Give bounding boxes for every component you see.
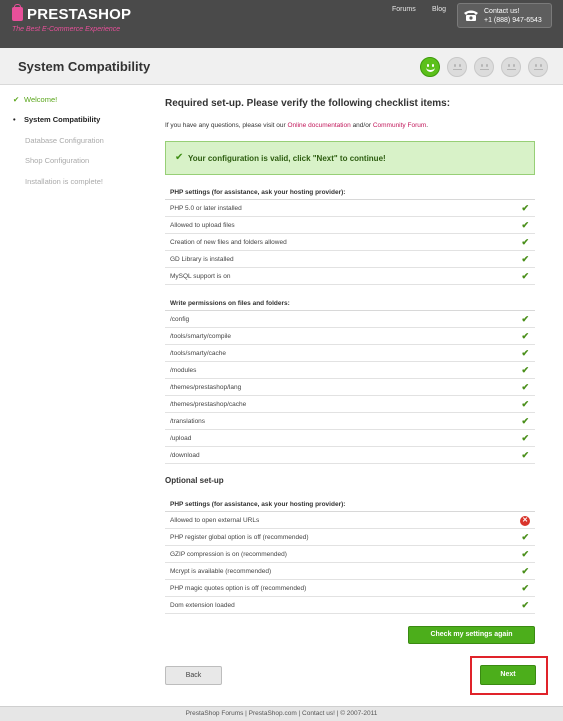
checklist-label: /themes/prestashop/cache <box>170 401 247 408</box>
checklist-row <box>165 396 535 413</box>
online-documentation-link[interactable]: Online documentation <box>287 122 351 129</box>
checklist-row <box>165 580 535 597</box>
next-button[interactable]: Next <box>480 665 536 685</box>
nav-blog-link[interactable]: Blog <box>432 6 447 13</box>
checkmark-icon: ✔ <box>521 271 529 281</box>
community-forum-link[interactable]: Community Forum <box>372 122 427 129</box>
php-settings-checklist <box>165 186 535 285</box>
contact-box[interactable] <box>457 3 552 28</box>
checklist-row <box>165 512 535 529</box>
checkmark-icon: ✔ <box>521 348 529 358</box>
checklist-label: GD Library is installed <box>170 256 234 263</box>
checklist-label: /modules <box>170 367 197 374</box>
logo-text: PRESTASHOP <box>27 6 132 23</box>
optional-php-heading: PHP settings (for assistance, ask your hosting provider): <box>165 498 535 512</box>
prestashop-logo[interactable] <box>12 6 132 40</box>
checklist-label: /config <box>170 316 190 323</box>
checkmark-icon: ✔ <box>521 237 529 247</box>
checkmark-icon: ✔ <box>521 220 529 230</box>
checkmark-icon: ✔ <box>521 314 529 324</box>
smiley-face-icon-active <box>420 57 440 77</box>
checkmark-icon: ✔ <box>521 416 529 426</box>
intro-text <box>165 122 428 129</box>
intro-mid: and/or <box>352 122 371 129</box>
checkmark-icon: ✔ <box>521 450 529 460</box>
checkmark-icon: ✔ <box>521 600 529 610</box>
neutral-face-icon <box>447 57 467 77</box>
footer-links[interactable]: PrestaShop Forums | PrestaShop.com | Contact us! | © 2007-2011 <box>185 710 378 717</box>
checklist-row <box>165 563 535 580</box>
checkmark-icon: ✔ <box>521 254 529 264</box>
checkmark-icon: ✔ <box>13 95 20 104</box>
checklist-row <box>165 311 535 328</box>
error-cross-icon: ✕ <box>520 516 530 526</box>
checklist-label: /themes/prestashop/lang <box>170 384 242 391</box>
write-permissions-checklist <box>165 297 535 464</box>
checklist-label: PHP magic quotes option is off (recommended) <box>170 585 307 592</box>
checklist-label: /tools/smarty/cache <box>170 350 226 357</box>
checklist-row <box>165 345 535 362</box>
checklist-label: PHP register global option is off (recommended) <box>170 534 309 541</box>
checklist-row <box>165 217 535 234</box>
checklist-row <box>165 447 535 464</box>
checklist-label: /translations <box>170 418 206 425</box>
checklist-row <box>165 379 535 396</box>
title-bar <box>0 48 563 85</box>
checklist-label: Mcrypt is available (recommended) <box>170 568 272 575</box>
shopping-bag-icon <box>12 7 23 21</box>
neutral-face-icon <box>474 57 494 77</box>
write-permissions-heading: Write permissions on files and folders: <box>165 297 535 311</box>
checklist-label: PHP 5.0 or later installed <box>170 205 242 212</box>
step-system-compatibility <box>13 115 100 124</box>
checkmark-icon: ✔ <box>521 433 529 443</box>
step-database-configuration: Database Configuration <box>25 136 104 145</box>
checkmark-icon: ✔ <box>521 382 529 392</box>
install-steps-sidebar <box>0 86 148 706</box>
checkmark-icon: ✔ <box>175 152 184 163</box>
optional-php-settings-checklist <box>165 498 535 614</box>
checklist-row <box>165 251 535 268</box>
back-button[interactable]: Back <box>165 666 222 685</box>
checklist-label: Allowed to upload files <box>170 222 235 229</box>
step-welcome[interactable] <box>13 95 57 104</box>
checkmark-icon: ✔ <box>521 365 529 375</box>
logo-tagline: The Best E-Commerce Experience <box>12 26 121 33</box>
step-label: System Compatibility <box>24 115 101 124</box>
checklist-row <box>165 529 535 546</box>
checklist-label: /upload <box>170 435 192 442</box>
checklist-label: /tools/smarty/compile <box>170 333 232 340</box>
checklist-row <box>165 362 535 379</box>
checkmark-icon: ✔ <box>521 566 529 576</box>
contact-title: Contact us! <box>484 8 520 15</box>
checklist-row <box>165 597 535 614</box>
checklist-label: Allowed to open external URLs <box>170 517 260 524</box>
nav-forums-link[interactable]: Forums <box>392 6 416 13</box>
checkmark-icon: ✔ <box>521 399 529 409</box>
checkmark-icon: ✔ <box>521 532 529 542</box>
checklist-row <box>165 546 535 563</box>
intro-prefix: If you have any questions, please visit our <box>165 122 286 129</box>
step-installation-complete: Installation is complete! <box>25 177 103 186</box>
step-label: Welcome! <box>24 95 58 104</box>
neutral-face-icon <box>501 57 521 77</box>
checklist-row <box>165 268 535 285</box>
checklist-label: GZIP compression is on (recommended) <box>170 551 287 558</box>
telephone-icon <box>463 9 479 22</box>
php-settings-heading: PHP settings (for assistance, ask your hosting provider): <box>165 186 535 200</box>
config-valid-message: Your configuration is valid, click "Next" to continue! <box>188 154 386 163</box>
checklist-row <box>165 430 535 447</box>
optional-setup-title: Optional set-up <box>165 476 224 485</box>
checklist-row <box>165 234 535 251</box>
checkmark-icon: ✔ <box>521 583 529 593</box>
checklist-label: /download <box>170 452 200 459</box>
checklist-row <box>165 328 535 345</box>
check-settings-again-button[interactable]: Check my settings again <box>408 626 535 644</box>
footer <box>0 706 563 721</box>
checkmark-icon: ✔ <box>521 331 529 341</box>
checklist-row <box>165 413 535 430</box>
checklist-label: MySQL support is on <box>170 273 231 280</box>
step-shop-configuration: Shop Configuration <box>25 156 90 165</box>
header <box>0 0 563 48</box>
page-title: System Compatibility <box>18 59 151 74</box>
intro-suffix: . <box>426 122 429 129</box>
checklist-label: Dom extension loaded <box>170 602 235 609</box>
checkmark-icon: ✔ <box>521 549 529 559</box>
contact-phone: +1 (888) 947-6543 <box>484 17 542 24</box>
checklist-row <box>165 200 535 217</box>
neutral-face-icon <box>528 57 548 77</box>
bullet-icon: • <box>13 115 16 124</box>
config-valid-banner <box>165 141 535 175</box>
checkmark-icon: ✔ <box>521 203 529 213</box>
required-setup-title: Required set-up. Please verify the following checklist items: <box>165 98 451 109</box>
checklist-label: Creation of new files and folders allowed <box>170 239 287 246</box>
